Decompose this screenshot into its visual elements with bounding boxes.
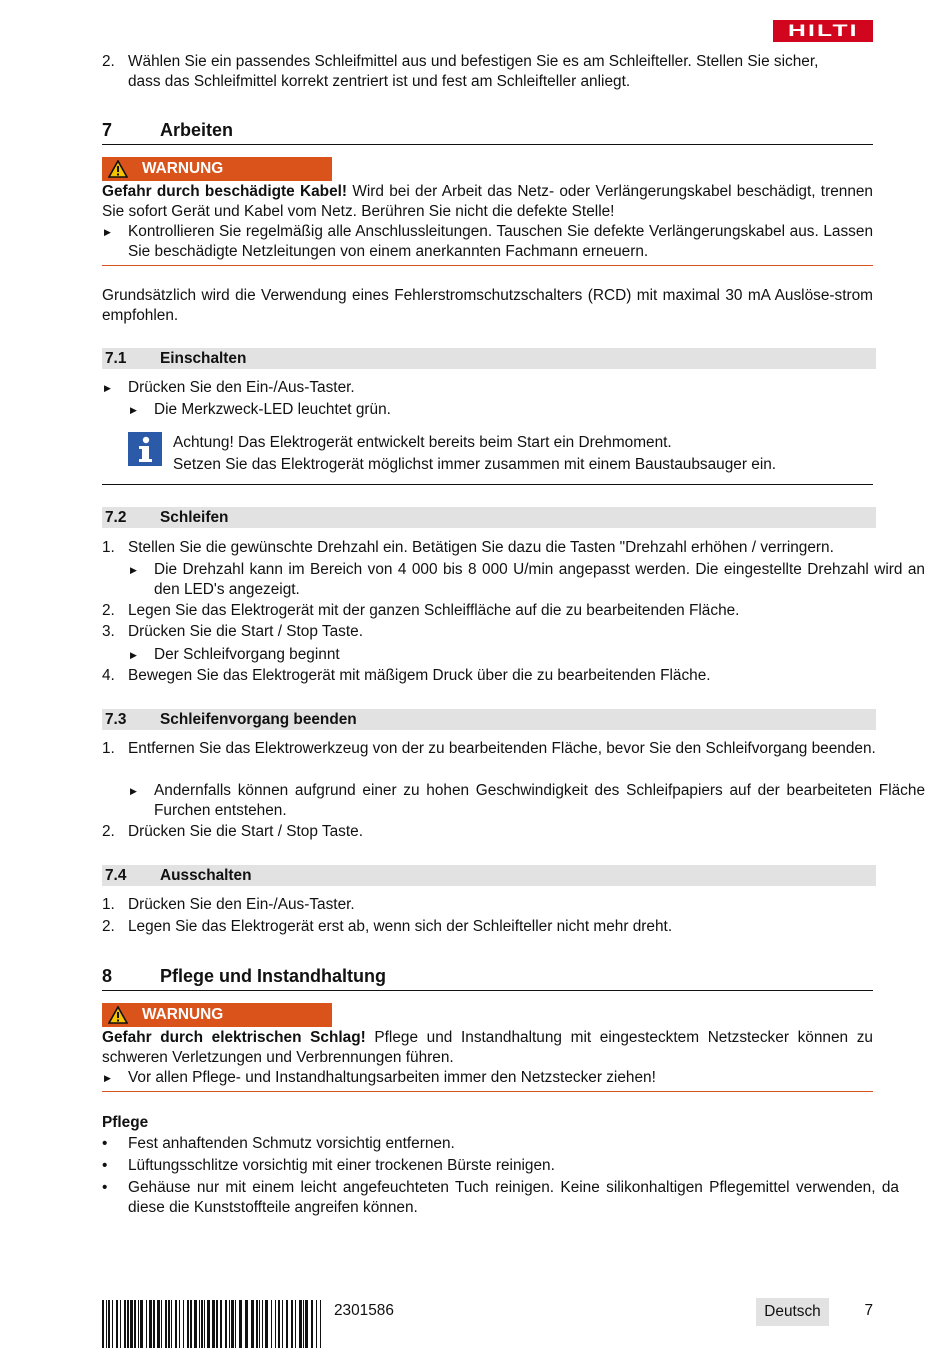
list-item: 1. Entfernen Sie das Elektrowerkzeug von der zu bearbeitenden Fläche, bevor Sie den Schleifvorgang beenden.	[102, 740, 876, 757]
triangle-bullet-icon: ▶	[130, 650, 137, 660]
list-item: 2. Drücken Sie die Start / Stop Taste.	[102, 823, 363, 840]
list-item: 2. Wählen Sie ein passendes Schleifmittel aus und befestigen Sie es am Schleifteller. Stellen Sie sicher, dass das Schleifmittel korrekt zentriert ist und fest am Schleifteller anliegt.	[102, 53, 819, 90]
list-item: 3. Drücken Sie die Start / Stop Taste.	[102, 623, 363, 640]
subsection-heading: 7.3 Schleifenvorgang beenden	[102, 709, 876, 730]
triangle-bullet-icon: ▶	[130, 786, 137, 796]
triangle-bullet-icon: ▶	[130, 565, 137, 575]
document-number: 2301586	[334, 1302, 394, 1319]
bullet-icon: •	[102, 1179, 108, 1196]
list-item: • Fest anhaftenden Schmutz vorsichtig entfernen.	[102, 1135, 455, 1152]
list-item: 2. Legen Sie das Elektrogerät mit der ganzen Schleiffläche auf die zu bearbeitenden Fläche.	[102, 602, 740, 619]
warning-triangle-icon	[108, 1006, 128, 1024]
bullet-icon: •	[102, 1135, 108, 1152]
list-item: 1. Drücken Sie den Ein-/Aus-Taster.	[102, 896, 355, 913]
language-label: Deutsch	[756, 1298, 829, 1326]
triangle-bullet-icon: ▶	[130, 405, 137, 415]
subsection-heading: 7.2 Schleifen	[102, 507, 876, 528]
warning-banner: WARNUNG	[102, 1003, 332, 1027]
hilti-logo: HILTI	[773, 20, 873, 42]
page-footer	[102, 1298, 873, 1348]
triangle-bullet-icon: ▶	[104, 1073, 111, 1083]
care-heading: Pflege	[102, 1114, 149, 1131]
intro-paragraph: Grundsätzlich wird die Verwendung eines Fehlerstromschutzschalters (RCD) mit maximal 30 mA Auslöse-strom empfohlen.	[102, 287, 873, 324]
result-item: ▶ Die Merkzweck-LED leuchtet grün.	[130, 401, 391, 418]
triangle-bullet-icon: ▶	[104, 227, 111, 237]
info-icon	[128, 432, 162, 466]
result-item: ▶ Die Drehzahl kann im Bereich von 4 000 bis 8 000 U/min angepasst werden. Die eingestellte Drehzahl wird an den LED's angezeigt.	[130, 561, 925, 598]
result-item: ▶ Andernfalls können aufgrund einer zu hohen Geschwindigkeit des Schleifpapiers auf der bearbeiteten Fläche Furchen entstehen.	[130, 782, 925, 819]
warning-text: Gefahr durch elektrischen Schlag! Pflege und Instandhaltung mit eingestecktem Netzstecker können zu schweren Verletzungen und Verbrennungen führen.	[102, 1029, 873, 1066]
list-item: 1. Stellen Sie die gewünschte Drehzahl ein. Betätigen Sie dazu die Tasten "Drehzahl erhöhen / verringern.	[102, 539, 834, 556]
list-item: • Gehäuse nur mit einem leicht angefeuchteten Tuch reinigen. Keine silikonhaltigen Pflegemittel verwenden, da diese die Kunststoffteile angreifen können.	[102, 1179, 899, 1216]
warning-action: ▶ Vor allen Pflege- und Instandhaltungsarbeiten immer den Netzstecker ziehen!	[104, 1069, 656, 1086]
subsection-heading: 7.4 Ausschalten	[102, 865, 876, 886]
bullet-icon: •	[102, 1157, 108, 1174]
warning-text: Gefahr durch beschädigte Kabel! Wird bei der Arbeit das Netz- oder Verlängerungskabel beschädigt, trennen Sie sofort Gerät und Kabel vom Netz. Berühren Sie nicht die defekte Stelle!	[102, 183, 873, 220]
warning-box	[102, 157, 873, 266]
list-item: ▶ Drücken Sie den Ein-/Aus-Taster.	[104, 379, 355, 396]
result-item: ▶ Der Schleifvorgang beginnt	[130, 646, 340, 663]
warning-triangle-icon	[108, 160, 128, 178]
info-note: Achtung! Das Elektrogerät entwickelt bereits beim Start ein Drehmoment. Setzen Sie das Elektrogerät möglichst immer zusammen mit einem Baustaubsauger ein.	[102, 428, 873, 485]
section-heading: 8 Pflege und Instandhaltung	[102, 964, 873, 991]
section-heading: 7 Arbeiten	[102, 118, 873, 145]
warning-banner: WARNUNG	[102, 157, 332, 181]
barcode-icon	[102, 1300, 324, 1348]
list-item: 2. Legen Sie das Elektrogerät erst ab, wenn sich der Schleifteller nicht mehr dreht.	[102, 918, 673, 935]
list-item: 4. Bewegen Sie das Elektrogerät mit mäßigem Druck über die zu bearbeitenden Fläche.	[102, 667, 711, 684]
warning-action: ▶ Kontrollieren Sie regelmäßig alle Anschlussleitungen. Tauschen Sie defekte Verlängerungskabel aus. Lassen Sie beschädigte Netzleitungen von einem anerkannten Fachmann erneuern.	[104, 223, 873, 260]
triangle-bullet-icon: ▶	[104, 383, 111, 393]
warning-box	[102, 1003, 873, 1092]
list-item: • Lüftungsschlitze vorsichtig mit einer trockenen Bürste reinigen.	[102, 1157, 555, 1174]
subsection-heading: 7.1 Einschalten	[102, 348, 876, 369]
page-number: 7	[864, 1302, 873, 1319]
